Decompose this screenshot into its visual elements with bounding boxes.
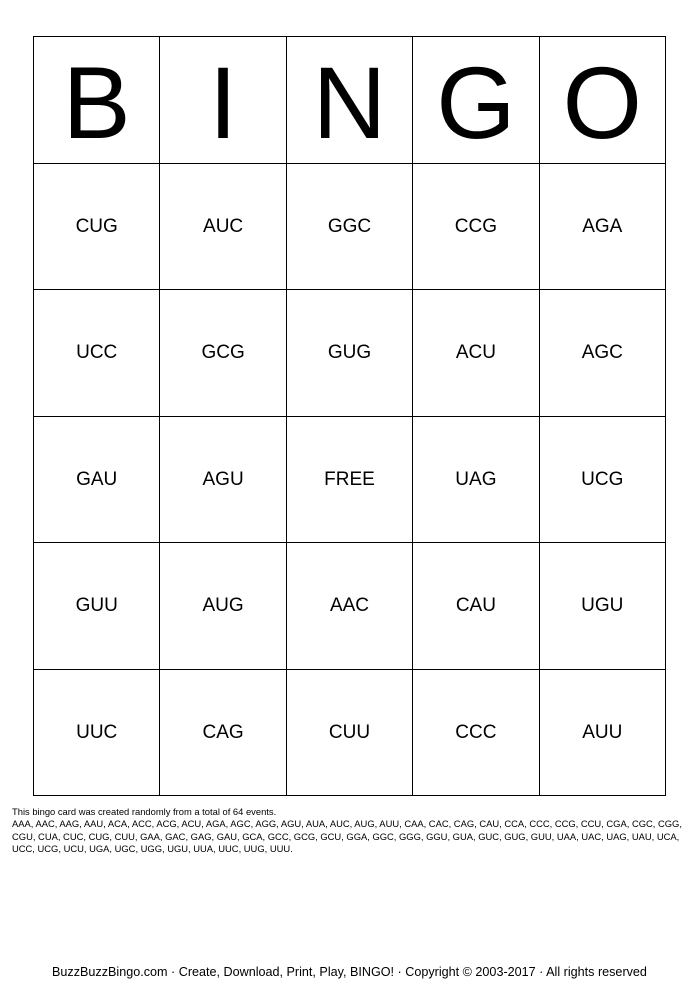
bingo-cell: CAG <box>160 670 286 797</box>
header-letter-b: B <box>34 37 160 164</box>
bingo-cell: AGA <box>540 164 666 291</box>
header-letter-g: G <box>413 37 539 164</box>
bingo-cell: ACU <box>413 290 539 417</box>
bingo-cell: GUG <box>287 290 413 417</box>
bingo-cell: UAG <box>413 417 539 544</box>
header-letter-n: N <box>287 37 413 164</box>
bingo-cell: AUG <box>160 543 286 670</box>
bingo-cell: AAC <box>287 543 413 670</box>
page-footer: BuzzBuzzBingo.com · Create, Download, Print, Play, BINGO! · Copyright © 2003-2017 · All rights reserved <box>52 965 647 979</box>
bingo-cell: AGC <box>540 290 666 417</box>
header-letter-o: O <box>540 37 666 164</box>
bingo-cell: CUG <box>34 164 160 291</box>
bingo-cell: GAU <box>34 417 160 544</box>
bingo-cell: CCG <box>413 164 539 291</box>
bingo-cell: UCC <box>34 290 160 417</box>
header-letter-i: I <box>160 37 286 164</box>
bingo-cell: AGU <box>160 417 286 544</box>
bingo-cell: UCG <box>540 417 666 544</box>
bingo-card <box>33 36 666 796</box>
bingo-cell: GUU <box>34 543 160 670</box>
bingo-cell: AUU <box>540 670 666 797</box>
bingo-cell: CCC <box>413 670 539 797</box>
bingo-cell: CAU <box>413 543 539 670</box>
card-info <box>12 806 688 855</box>
free-cell: FREE <box>287 417 413 544</box>
bingo-cell: GCG <box>160 290 286 417</box>
card-info-intro: This bingo card was created randomly from a total of 64 events. <box>12 806 277 817</box>
bingo-cell: CUU <box>287 670 413 797</box>
bingo-cell: AUC <box>160 164 286 291</box>
bingo-cell: UUC <box>34 670 160 797</box>
card-info-events: AAA, AAC, AAG, AAU, ACA, ACC, ACG, ACU, AGA, AGC, AGG, AGU, AUA, AUC, AUG, AUU, CAA, CAC, CAG, CAU, CCA, CCC, CCG, CCU, CGA, CGC, CGG, CGU, CUA, CUC, CUG, CUU, GAA, GAC, GAG, GAU, GCA, GCC, GCG, GCU, GGA, GGC, GGG, GGU, GUA, GUC, GUG, GUU, UAA, UAC, UAG, UAU, UCA, UCC, UCG, UCU, UGA, UGC, UGG, UGU, UUA, UUC, UUG, UUU. <box>12 818 682 854</box>
bingo-cell: GGC <box>287 164 413 291</box>
bingo-cell: UGU <box>540 543 666 670</box>
